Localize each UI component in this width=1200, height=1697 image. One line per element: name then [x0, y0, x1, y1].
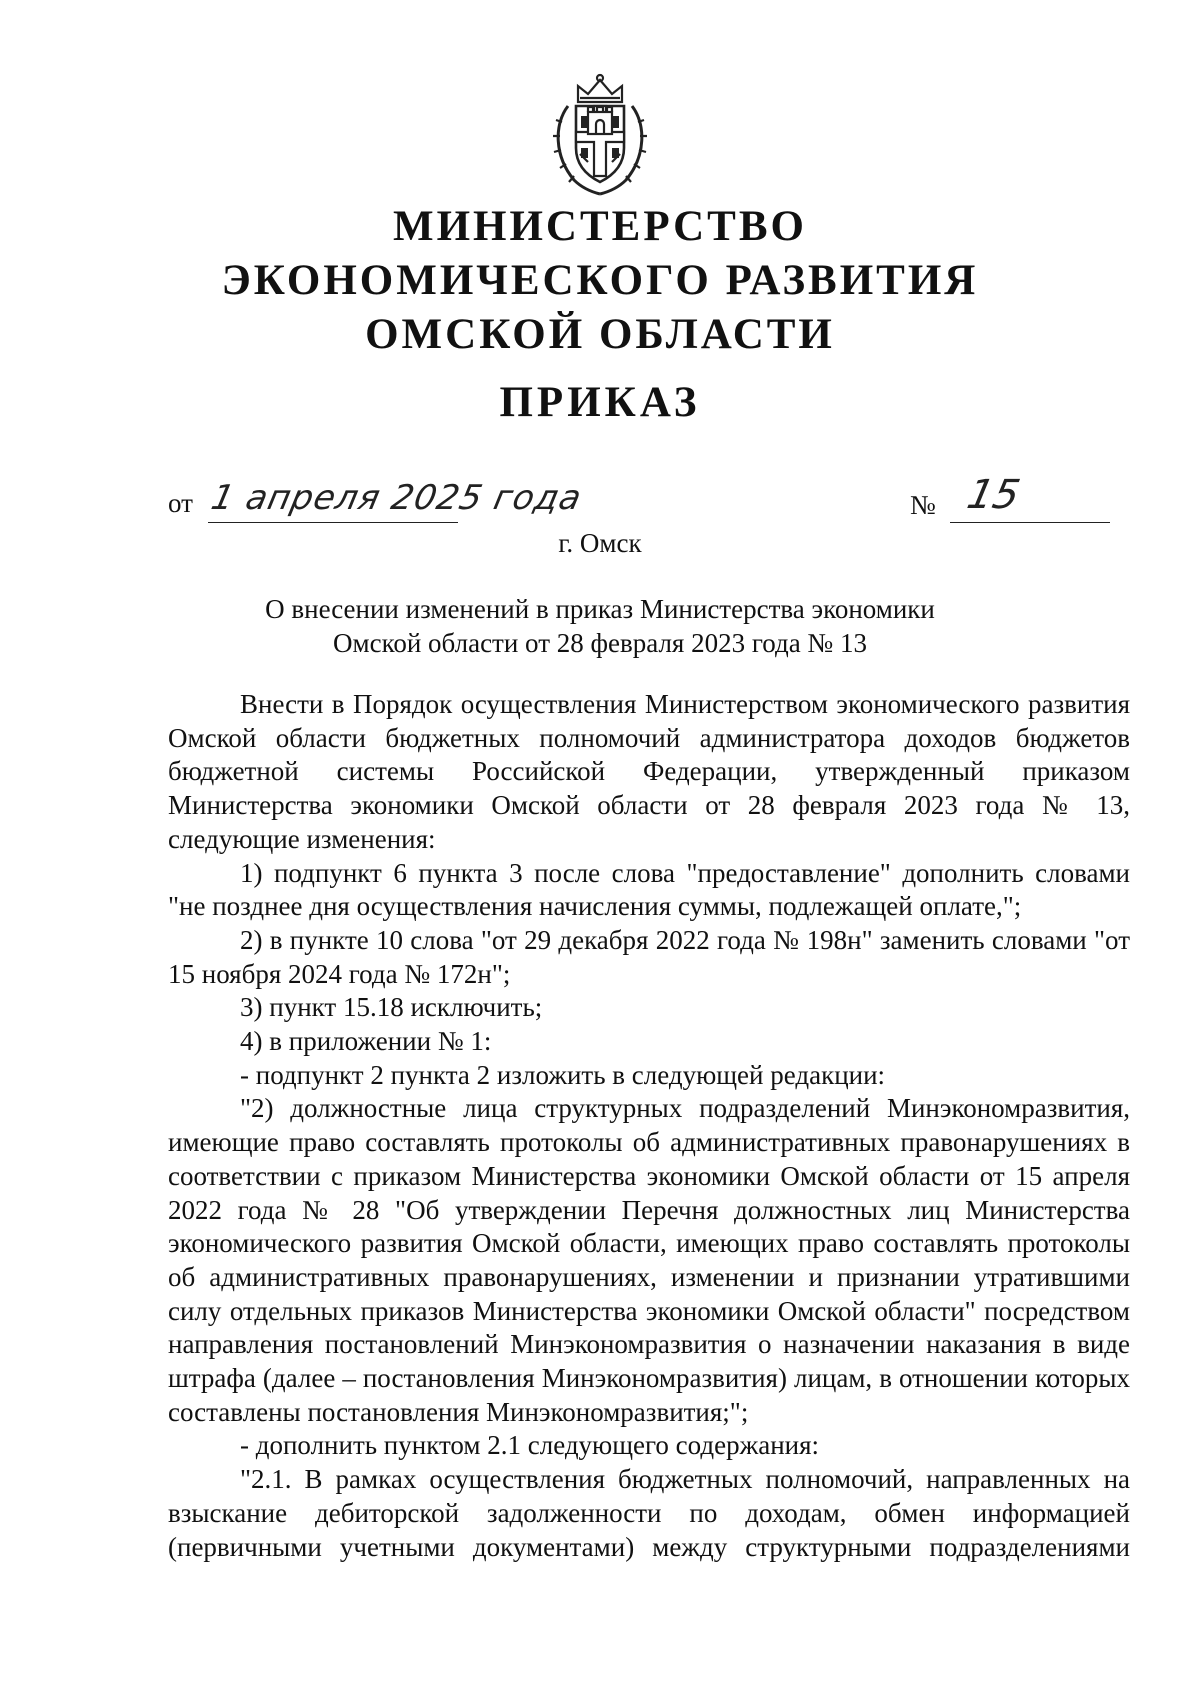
body-paragraph: "2.1. В рамках осуществления бюджетных полномочий, направленных на взыскание дебиторской задолженности по доходам, обмен информацией (первичными учетными документами) между структурными подразделениями [168, 1464, 1130, 1562]
omsk-region-coat-of-arms-icon [548, 72, 652, 198]
body-paragraph: - подпункт 2 пункта 2 изложить в следующей редакции: [240, 1059, 886, 1090]
ministry-name [0, 200, 1200, 362]
body-paragraph: 3) пункт 15.18 исключить; [240, 992, 543, 1023]
document-body [168, 688, 1130, 1564]
date-underline [208, 522, 458, 523]
document-subject [0, 592, 1200, 660]
body-paragraph: "2) должностные лица структурных подразделений Минэкономразвития, имеющие право составлять протоколы об административных правонарушениях в соответствии с приказом Министерства экономики Омской области от 15 апреля 2022 года № 28 "Об утверждении Перечня должностных лиц Министерства экономического развития Омской области, имеющих право составлять протоколы об административных правонарушениях, изменении и признании утратившими силу отдельных приказов Министерства экономики Омской области" посредством направления постановлений Минэкономразвития о назначении наказания в виде штрафа (далее – постановления Минэкономразвития) лицам, в отношении которых составлены постановления Минэкономразвития;"; [168, 1093, 1130, 1427]
number-underline [950, 522, 1110, 523]
body-paragraph: 4) в приложении № 1: [240, 1026, 492, 1057]
date-prefix: от [168, 488, 193, 518]
document-type: ПРИКАЗ [499, 379, 701, 426]
handwritten-number: 15 [963, 472, 1024, 518]
city: г. Омск [558, 528, 642, 558]
subject-line: О внесении изменений в приказ Министерства экономики [265, 594, 935, 624]
ministry-name-line: ОМСКОЙ ОБЛАСТИ [365, 311, 835, 358]
body-paragraph: 1) подпункт 6 пункта 3 после слова "предоставление" дополнить словами "не позднее дня осуществления начисления суммы, подлежащей оплате,"; [168, 857, 1130, 922]
ministry-name-line: ЭКОНОМИЧЕСКОГО РАЗВИТИЯ [221, 257, 979, 304]
number-prefix: № [910, 490, 936, 520]
ministry-name-line: МИНИСТЕРСТВО [393, 203, 807, 250]
handwritten-date: 1 апреля 2025 года [207, 478, 586, 518]
body-paragraph: Внести в Порядок осуществления Министерством экономического развития Омской области бюджетных полномочий администратора доходов бюджетов бюджетной системы Российской Федерации, утвержденный приказом Министерства экономики Омской области от 28 февраля 2023 года № 13, следующие изменения: [168, 689, 1130, 854]
body-paragraph: 2) в пункте 10 слова "от 29 декабря 2022 года № 198н" заменить словами "от 15 ноября 2024 года № 172н"; [168, 924, 1130, 989]
body-paragraph: - дополнить пунктом 2.1 следующего содержания: [240, 1430, 820, 1461]
subject-line: Омской области от 28 февраля 2023 года № 13 [333, 628, 867, 658]
